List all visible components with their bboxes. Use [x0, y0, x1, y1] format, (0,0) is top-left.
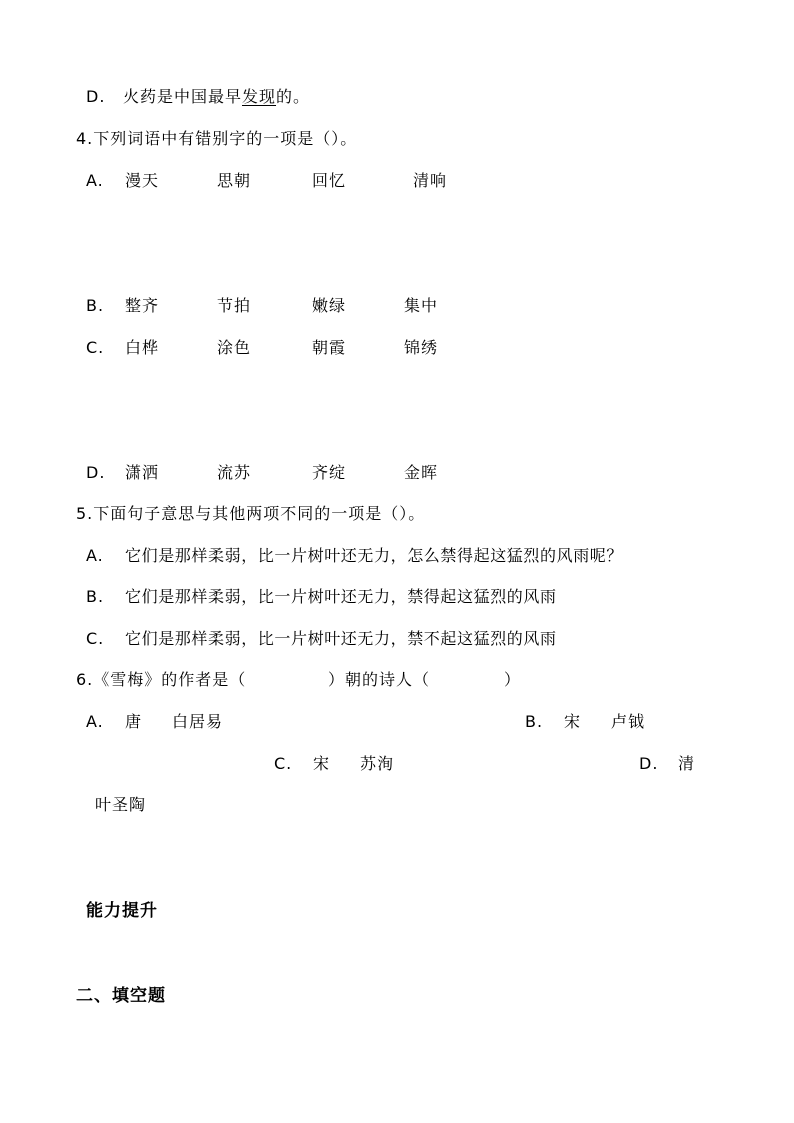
q6-option-d-label: D. — [639, 754, 659, 773]
q4-option-d-label: D. — [86, 463, 106, 482]
q6-option-a-poet: 白居易 — [172, 712, 224, 731]
q5-option-a-text: 它们是那样柔弱，比一片树叶还无力，怎么禁得起这猛烈的风雨呢？ — [125, 546, 624, 565]
q4-option-b-word: 节拍 — [217, 296, 252, 315]
q6-option-c-label: C. — [274, 754, 293, 773]
q3-option-d-text — [123, 87, 310, 107]
q6-option-c-poet: 苏洵 — [360, 754, 395, 773]
q4-stem: 4.下列词语中有错别字的一项是（）。 — [76, 129, 358, 148]
q6-option-b-dynasty: 宋 — [564, 712, 582, 731]
q4-option-c-label: C. — [86, 338, 105, 357]
q4-option-c-word: 朝霞 — [312, 338, 347, 357]
q6-option-b-label: B. — [525, 712, 544, 731]
q6-option-d-dynasty: 清 — [678, 754, 696, 773]
q3-option-d-post: 的。 — [276, 87, 311, 106]
q6-option-d-poet: 叶圣陶 — [95, 795, 147, 814]
q4-option-d-word: 流苏 — [217, 463, 252, 482]
q4-option-b-label: B. — [86, 296, 105, 315]
q5-option-c-label: C. — [86, 629, 105, 648]
q3-option-d-underlined: 发现 — [242, 87, 277, 106]
q6-stem-part2: ）朝的诗人（ — [328, 670, 431, 689]
q6-stem-part3: ） — [504, 670, 522, 689]
q4-option-a-word: 回忆 — [312, 171, 347, 190]
q4-option-a-word: 清响 — [413, 171, 448, 190]
q4-option-c-word: 锦绣 — [404, 338, 439, 357]
q6-option-c-dynasty: 宋 — [313, 754, 331, 773]
q3-option-d-pre: 火药是中国最早 — [123, 87, 243, 106]
q4-option-a-word: 漫天 — [125, 171, 160, 190]
q4-option-d-word: 齐绽 — [312, 463, 347, 482]
q4-option-d-word: 金晖 — [404, 463, 439, 482]
section-ability-heading: 能力提升 — [86, 901, 158, 921]
section-fill-blank-heading: 二、填空题 — [76, 986, 166, 1006]
q4-option-d-word: 潇洒 — [125, 463, 160, 482]
q4-option-c-word: 白桦 — [125, 338, 160, 357]
q6-stem-part1: 6.《雪梅》的作者是（ — [76, 670, 247, 689]
q4-option-b-word: 整齐 — [125, 296, 160, 315]
q3-option-d-label: D. — [86, 87, 106, 106]
q4-option-a-label: A. — [86, 171, 104, 190]
q5-stem: 5.下面句子意思与其他两项不同的一项是（）。 — [76, 504, 426, 523]
q6-option-a-label: A. — [86, 712, 104, 731]
q5-option-b-label: B. — [86, 587, 105, 606]
q4-option-b-word: 集中 — [404, 296, 439, 315]
q5-option-c-text: 它们是那样柔弱，比一片树叶还无力，禁不起这猛烈的风雨 — [125, 629, 557, 648]
q6-option-a-dynasty: 唐 — [125, 712, 143, 731]
q5-option-a-label: A. — [86, 546, 104, 565]
q5-option-b-text: 它们是那样柔弱，比一片树叶还无力，禁得起这猛烈的风雨 — [125, 587, 557, 606]
q4-option-a-word: 思朝 — [217, 171, 252, 190]
q4-option-c-word: 涂色 — [217, 338, 252, 357]
q4-option-b-word: 嫩绿 — [312, 296, 347, 315]
q6-option-b-poet: 卢钺 — [611, 712, 646, 731]
